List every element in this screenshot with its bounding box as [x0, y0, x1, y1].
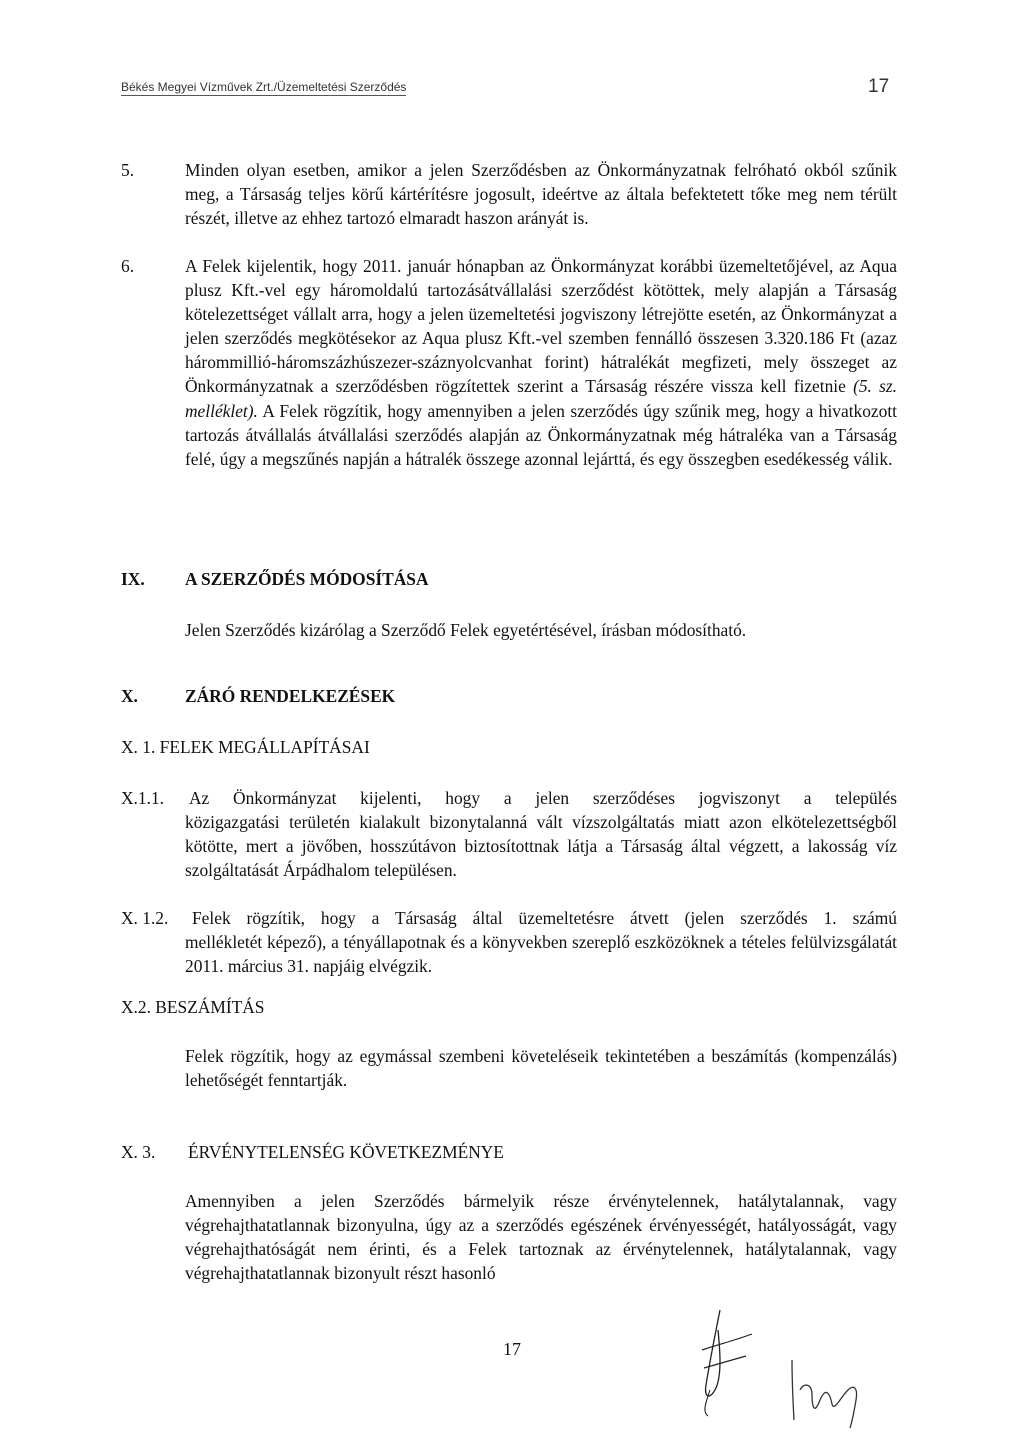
- paragraph-5-number: 5.: [121, 160, 135, 180]
- section-9-text: Jelen Szerződés kizárólag a Szerződő Felek egyetértésével, írásban módosítható.: [185, 620, 747, 640]
- paragraph-6-annex-reference: (5. sz. melléklet).: [185, 376, 897, 421]
- section-10-title: ZÁRÓ RENDELKEZÉSEK: [185, 686, 396, 706]
- running-header-title: Békés Megyei Vízművek Zrt./Üzemeltetési Szerződés: [121, 80, 407, 94]
- section-10-number: X.: [121, 686, 138, 706]
- section-10-3-number: X. 3.: [121, 1142, 156, 1162]
- clause-x-1-2-first-line: Felek rögzítik, hogy a Társaság által üzemeltetésre átvett (jelen szerződés 1. számú: [192, 908, 897, 928]
- section-10-1-title: X. 1. FELEK MEGÁLLAPÍTÁSAI: [121, 737, 370, 757]
- clause-x-1-2-number: X. 1.2.: [121, 908, 169, 928]
- clause-x-1-1-text: közigazgatási területén kialakult bizonytalanná vált vízszolgáltatás miatt azon elkötelezettségből kötötte, mert a jövőben, hosszútávon biztosítottnak látja a Társaság által végzett, a lakosság víz szolgáltatását Árpádhalom településen.: [185, 812, 897, 881]
- paragraph-6-number: 6.: [121, 256, 135, 276]
- clause-x-1-1-first-line: Az Önkormányzat kijelenti, hogy a jelen szerződéses jogviszonyt a település: [189, 788, 897, 808]
- section-10-3-title: ÉRVÉNYTELENSÉG KÖVETKEZMÉNYE: [188, 1142, 504, 1162]
- footer-page-number: 17: [503, 1339, 521, 1359]
- section-10-2-title: X.2. BESZÁMÍTÁS: [121, 997, 265, 1017]
- section-10-2-text: Felek rögzítik, hogy az egymással szembeni követeléseik tekintetében a beszámítás (kompenzálás) lehetőségét fenntartják.: [185, 1046, 897, 1091]
- clause-x-1-2-text: mellékletét képező), a tényállapotnak és a könyvekben szereplő eszközöknek a tételes felülvizsgálatát 2011. március 31. napjáig elvégzik.: [185, 932, 897, 977]
- section-10-3-text: Amennyiben a jelen Szerződés bármelyik része érvénytelennek, hatálytalannak, vagy végrehajthatatlannak bizonyulna, úgy az a szerződés egészének érvényességét, hatályosságát, vagy végrehajthatóságát nem érinti, és a Felek tartoznak az érvénytelennek, hatálytalannak, vagy végrehajthatatlannak bizonyult részt hasonló: [185, 1191, 897, 1284]
- paragraph-5-text: Minden olyan esetben, amikor a jelen Szerződésben az Önkormányzatnak felróható okból szűnik meg, a Társaság teljes körű kártérítésre jogosult, ideértve az általa befektetett tőke meg nem térült részét, illetve az ehhez tartozó elmaradt haszon arányát is.: [185, 160, 897, 229]
- section-9-title: A SZERZŐDÉS MÓDOSÍTÁSA: [185, 569, 429, 589]
- paragraph-6-text-part1: A Felek kijelentik, hogy 2011. január hónapban az Önkormányzat korábbi üzemeltetőjével, az Aqua plusz Kft.-vel egy háromoldalú tartozásátvállalási szerződést kötöttek, mely alapján a Társaság kötelezettséget vállalt arra, hogy a jelen üzemeltetési jogviszony létrejötte esetén, az Önkormányzat a jelen szerződés megkötésekor az Aqua plusz Kft.-vel szemben fennálló összesen 3.320.186 Ft (azaz hárommillió-háromszázhúszezer-száznyolcvanhat forint) hátralékát megfizeti, mely összeget az Önkormányzatnak a szerződésben rögzítettek szerint a Társaság részére vissza kell fizetnie: [185, 256, 897, 397]
- handwritten-signature-icon: [680, 1290, 900, 1430]
- paragraph-6-text-part2: A Felek rögzítik, hogy amennyiben a jelen szerződés úgy szűnik meg, hogy a hivatkozott tartozás átvállalás átvállalási szerződés alapján az Önkormányzatnak még hátraléka van a Társaság felé, úgy a megszűnés napján a hátralék összege azonnal lejárttá, és egy összegben esedékesség válik.: [185, 400, 897, 469]
- running-header-page-number: 17: [868, 76, 890, 97]
- section-9-number: IX.: [121, 569, 145, 589]
- paragraph-6-text: [185, 254, 897, 471]
- clause-x-1-1-number: X.1.1.: [121, 788, 164, 808]
